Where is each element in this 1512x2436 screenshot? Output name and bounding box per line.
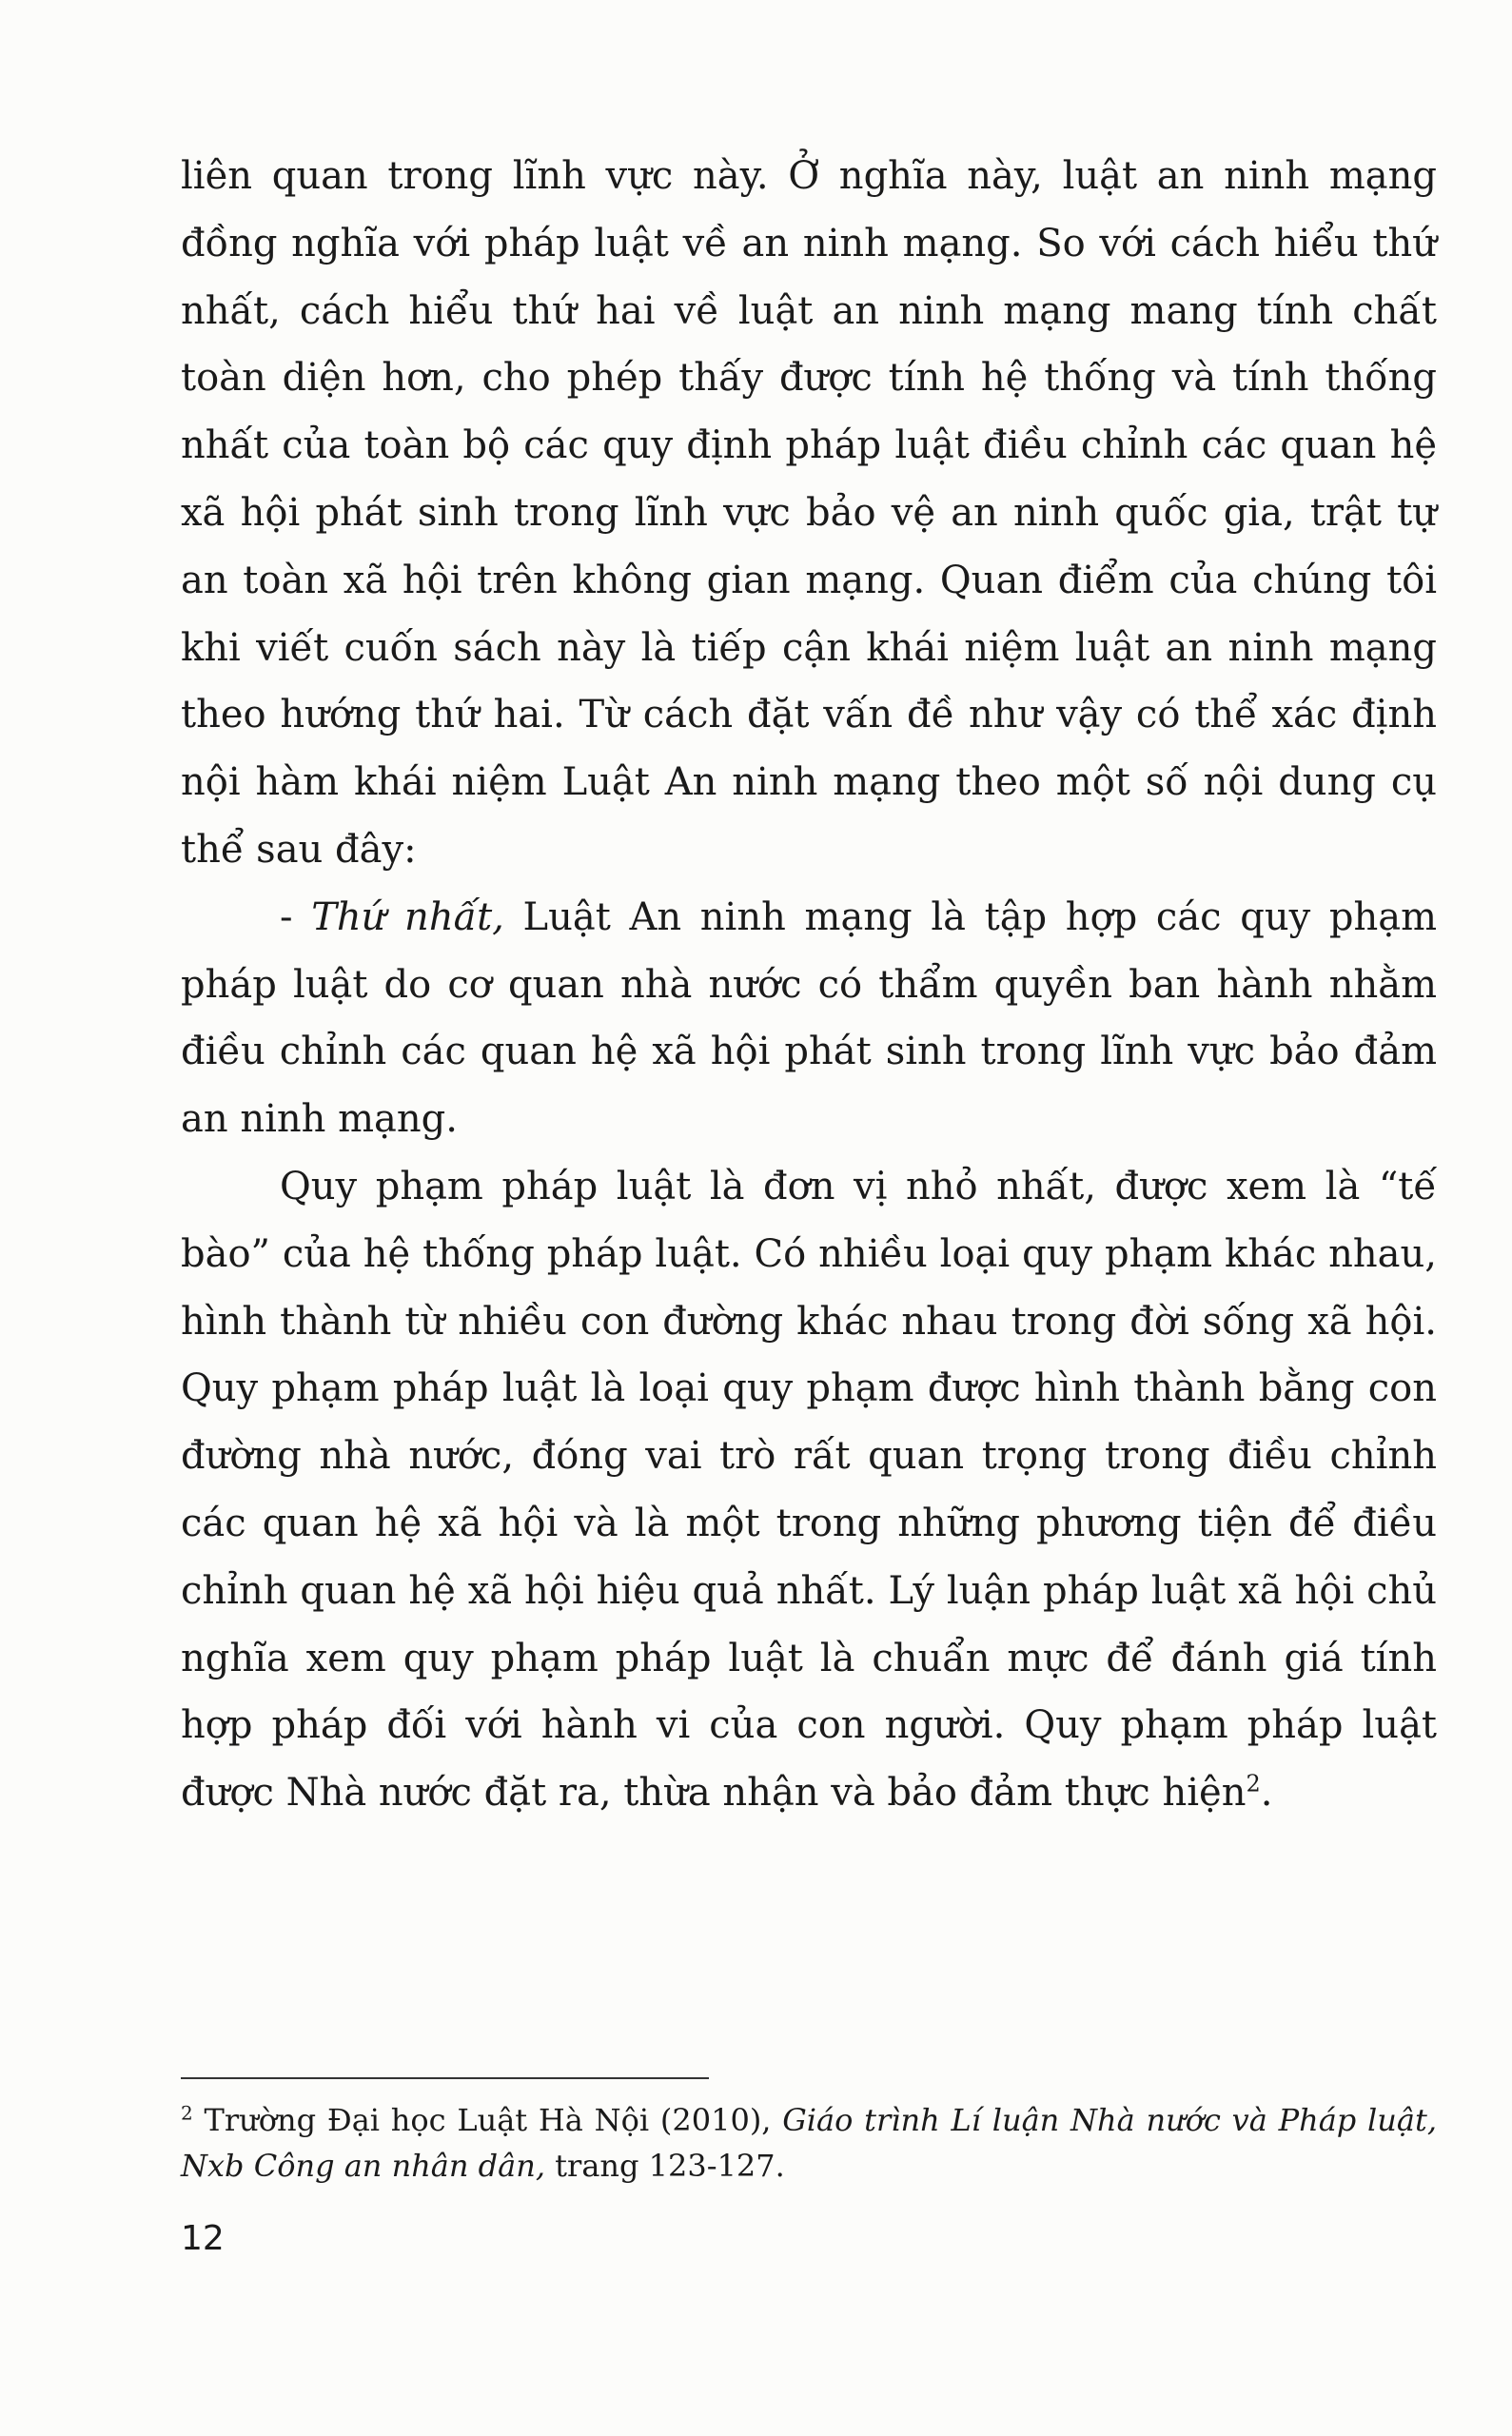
footnote-number: 2 [181, 2101, 193, 2125]
body-text [181, 143, 1437, 1827]
paragraph-3 [181, 1153, 1437, 1827]
footnote [181, 2097, 1437, 2189]
paragraph-3-end: . [1260, 1771, 1273, 1816]
footnote-divider [181, 2077, 709, 2079]
emphasis-first: Thứ nhất, [311, 894, 504, 939]
paragraph-3-text: Quy phạm pháp luật là đơn vị nhỏ nhất, được xem là “tế bào” của hệ thống pháp luật. Có nhiều loại quy phạm khác nhau, hình thành từ nhiều con đường khác nhau trong đời sống xã hội. Quy phạm pháp luật là loại quy phạm được hình thành bằng con đường nhà nước, đóng vai trò rất quan trọng trong điều chỉnh các quan hệ xã hội và là một trong những phương tiện để điều chỉnh quan hệ xã hội hiệu quả nhất. Lý luận pháp luật xã hội chủ nghĩa xem quy phạm pháp luật là chuẩn mực để đánh giá tính hợp pháp đối với hành vi của con người. Quy phạm pháp luật được Nhà nước đặt ra, thừa nhận và bảo đảm thực hiện [181, 1164, 1437, 1816]
footnote-lead: Trường Đại học Luật Hà Nội (2010), [192, 2102, 783, 2138]
footnote-pages: trang 123-127. [545, 2148, 785, 2184]
footnote-ref: 2 [1246, 1770, 1261, 1798]
dash-lead: - [280, 894, 312, 939]
paragraph-2 [181, 884, 1437, 1153]
footnote-title: Giáo trình Lí luận Nhà nước và Pháp luật, Nxb Công an nhân dân, [181, 2102, 1437, 2184]
page-number: 12 [181, 2219, 225, 2258]
paragraph-1: liên quan trong lĩnh vực này. Ở nghĩa này, luật an ninh mạng đồng nghĩa với pháp luật về an ninh mạng. So với cách hiểu thứ nhất, cách hiểu thứ hai về luật an ninh mạng mang tính chất toàn diện hơn, cho phép thấy được tính hệ thống và tính thống nhất của toàn bộ các quy định pháp luật điều chỉnh các quan hệ xã hội phát sinh trong lĩnh vực bảo vệ an ninh quốc gia, trật tự an toàn xã hội trên không gian mạng. Quan điểm của chúng tôi khi viết cuốn sách này là tiếp cận khái niệm luật an ninh mạng theo hướng thứ hai. Từ cách đặt vấn đề như vậy có thể xác định nội hàm khái niệm Luật An ninh mạng theo một số nội dung cụ thể sau đây: [181, 154, 1437, 872]
paragraph-2-rest: Luật An ninh mạng là tập hợp các quy phạm pháp luật do cơ quan nhà nước có thẩm quyền ban hành nhằm điều chỉnh các quan hệ xã hội phát sinh trong lĩnh vực bảo đảm an ninh mạng. [181, 894, 1438, 1142]
